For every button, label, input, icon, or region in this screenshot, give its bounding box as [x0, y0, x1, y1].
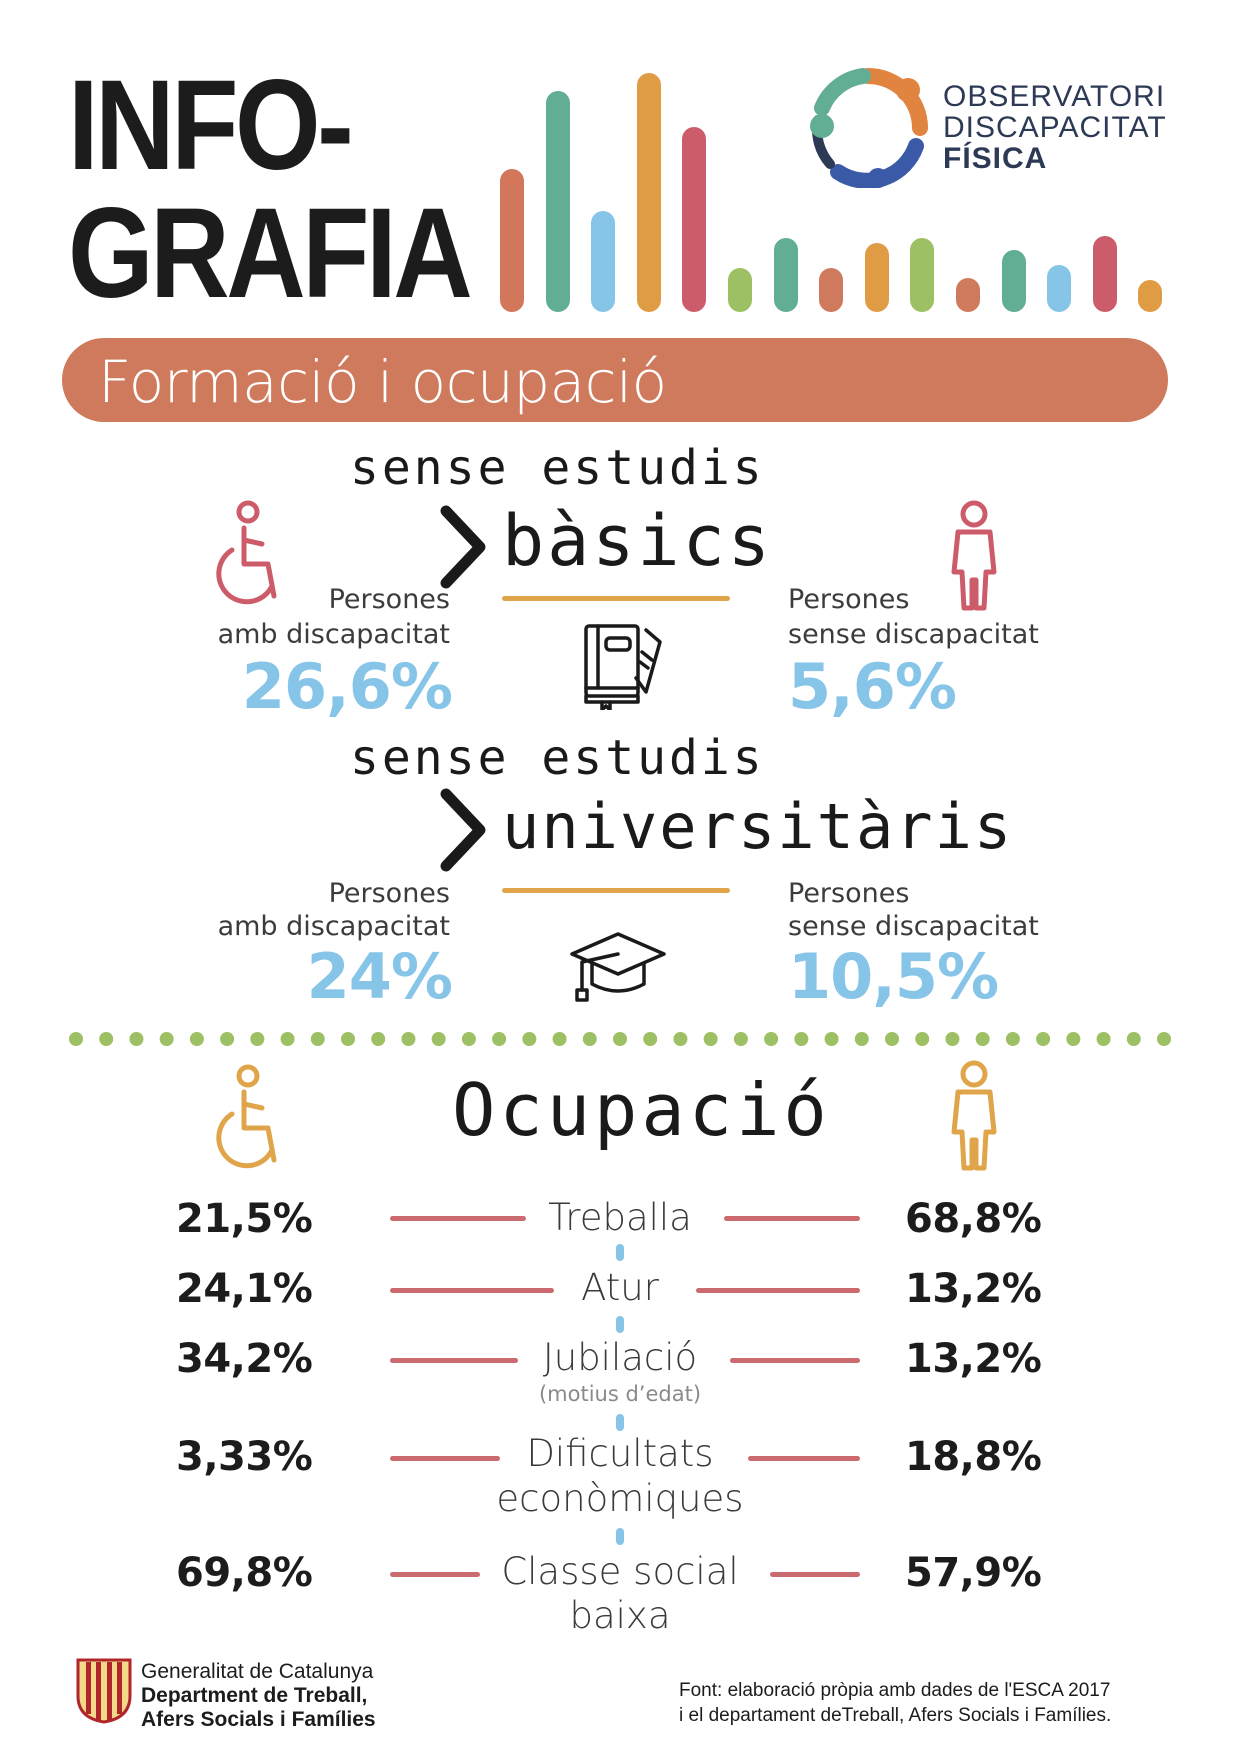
logo-ring-green [822, 76, 863, 108]
decorative-bar [1047, 265, 1071, 312]
decorative-bar [1093, 236, 1117, 312]
university-heading-big: universitàris [502, 790, 1014, 863]
basic-left-label-line2: amb discapacitat [217, 619, 450, 650]
separator-dot [311, 1032, 325, 1046]
university-right-label-line1: Persones [788, 878, 910, 909]
wheelchair-user-icon [206, 1064, 292, 1172]
occupation-row-right-value: 18,8% [905, 1434, 1042, 1480]
occupation-row-left-value: 21,5% [176, 1196, 313, 1242]
decorative-bar [637, 73, 661, 312]
separator-dot [1127, 1032, 1141, 1046]
basic-divider [502, 596, 730, 601]
separator-dot [432, 1032, 446, 1046]
separator-dot [401, 1032, 415, 1046]
notebook-icon [580, 622, 666, 710]
occupation-connector [616, 1316, 624, 1333]
separator-dot [160, 1032, 174, 1046]
decorative-bar [774, 238, 798, 312]
occupation-connector [616, 1244, 624, 1261]
logo-text-line2: DISCAPACITAT [943, 111, 1167, 144]
basic-heading-small: sense estudis [350, 440, 765, 496]
occupation-row-right-line [724, 1216, 860, 1221]
separator-dot [643, 1032, 657, 1046]
separator-dot [129, 1032, 143, 1046]
section-banner-title: Formació i ocupació [98, 348, 667, 416]
occupation-connector [616, 1414, 624, 1431]
separator-dot [250, 1032, 264, 1046]
decorative-bar [956, 278, 980, 312]
separator-dot [613, 1032, 627, 1046]
university-left-label-line1: Persones [328, 878, 450, 909]
decorative-bar [682, 127, 706, 312]
occupation-row-left-value: 34,2% [176, 1336, 313, 1382]
separator-dot [1157, 1032, 1171, 1046]
footer-generalitat: Generalitat de Catalunya [141, 1660, 374, 1683]
footer-department-line2: Afers Socials i Famílies [141, 1708, 376, 1731]
chevron-right-icon [438, 505, 488, 589]
separator-dot [704, 1032, 718, 1046]
generalitat-logo-icon [74, 1656, 134, 1724]
separator-dot [220, 1032, 234, 1046]
separator-dot [734, 1032, 748, 1046]
occupation-row-right-line [730, 1358, 860, 1363]
university-heading-small: sense estudis [350, 730, 765, 786]
occupation-row-right-line [748, 1456, 860, 1461]
occupation-heading: Ocupació [452, 1068, 831, 1152]
separator-dot [885, 1032, 899, 1046]
separator-dot [764, 1032, 778, 1046]
occupation-row-sublabel: (motius d’edat) [538, 1382, 702, 1406]
separator-dot [371, 1032, 385, 1046]
university-left-label-line2: amb discapacitat [217, 911, 450, 942]
decorative-bar [591, 211, 615, 312]
occupation-row-right-value: 68,8% [905, 1196, 1042, 1242]
decorative-bar [728, 268, 752, 312]
decorative-bar [865, 243, 889, 312]
occupation-row-left-line [390, 1572, 480, 1577]
decorative-bar [500, 169, 524, 312]
occupation-connector [616, 1528, 624, 1545]
occupation-row-label: Atur [581, 1266, 659, 1309]
footer-source-line1: Font: elaboració pròpia amb dades de l'ESCA 2017 [679, 1680, 1111, 1701]
basic-left-label-line1: Persones [328, 584, 450, 615]
decorative-bar [1002, 250, 1026, 312]
basic-right-value: 5,6% [788, 650, 956, 723]
logo-dot-green [810, 114, 834, 138]
decorative-bar [546, 91, 570, 312]
separator-dot [1066, 1032, 1080, 1046]
logo-dot-blue [868, 168, 888, 188]
occupation-row-label: Treballa [548, 1196, 692, 1239]
separator-dot [281, 1032, 295, 1046]
occupation-row-left-value: 69,8% [176, 1550, 313, 1596]
occupation-row-right-value: 13,2% [905, 1336, 1042, 1382]
basic-left-value: 26,6% [241, 650, 452, 723]
person-icon [946, 1060, 1002, 1172]
separator-dot [553, 1032, 567, 1046]
separator-dot [1097, 1032, 1111, 1046]
observatori-logo-icon [808, 68, 928, 188]
occupation-row-left-value: 3,33% [176, 1434, 313, 1480]
person-icon [946, 500, 1002, 612]
dotted-separator [68, 1031, 1172, 1047]
occupation-row-left-value: 24,1% [176, 1266, 313, 1312]
separator-dot [825, 1032, 839, 1046]
decorative-bar [1138, 280, 1162, 312]
occupation-row-label: Dificultats [526, 1432, 714, 1475]
separator-dot [976, 1032, 990, 1046]
footer-source-line2: i el departament deTreball, Afers Socials i Famílies. [679, 1705, 1112, 1726]
logo-text-line1: OBSERVATORI [943, 80, 1166, 113]
occupation-row-right-value: 57,9% [905, 1550, 1042, 1596]
title-line-2: GRAFIA [68, 182, 470, 325]
occupation-row-right-line [696, 1288, 860, 1293]
separator-dot [99, 1032, 113, 1046]
separator-dot [492, 1032, 506, 1046]
separator-dot [190, 1032, 204, 1046]
basic-heading-big: bàsics [502, 500, 773, 582]
separator-dot [522, 1032, 536, 1046]
occupation-row-label-line2: baixa [569, 1594, 671, 1637]
separator-dot [915, 1032, 929, 1046]
university-right-value: 10,5% [788, 940, 999, 1013]
occupation-row-label: Jubilació [542, 1336, 698, 1379]
decorative-bar [819, 268, 843, 312]
separator-dot [1036, 1032, 1050, 1046]
separator-dot [69, 1032, 83, 1046]
occupation-row-right-line [770, 1572, 860, 1577]
separator-dot [673, 1032, 687, 1046]
university-right-label-line2: sense discapacitat [788, 911, 1039, 942]
separator-dot [1006, 1032, 1020, 1046]
occupation-row-right-value: 13,2% [905, 1266, 1042, 1312]
logo-text-line3: FÍSICA [943, 142, 1048, 175]
separator-dot [462, 1032, 476, 1046]
decorative-bar [910, 238, 934, 312]
occupation-row-label: Classe social [501, 1550, 739, 1593]
separator-dot [945, 1032, 959, 1046]
basic-right-label-line2: sense discapacitat [788, 619, 1039, 650]
footer-department-line1: Department de Treball, [141, 1684, 368, 1707]
university-divider [502, 888, 730, 893]
chevron-right-icon [438, 788, 488, 872]
university-left-value: 24% [306, 940, 452, 1013]
graduation-cap-icon [568, 928, 668, 1004]
logo-dot-orange [896, 78, 920, 102]
separator-dot [855, 1032, 869, 1046]
basic-right-label-line1: Persones [788, 584, 910, 615]
separator-dot [341, 1032, 355, 1046]
separator-dot [583, 1032, 597, 1046]
separator-dot [794, 1032, 808, 1046]
title-line-1: INFO- [68, 54, 351, 197]
occupation-row-label-line2: econòmiques [496, 1477, 744, 1520]
